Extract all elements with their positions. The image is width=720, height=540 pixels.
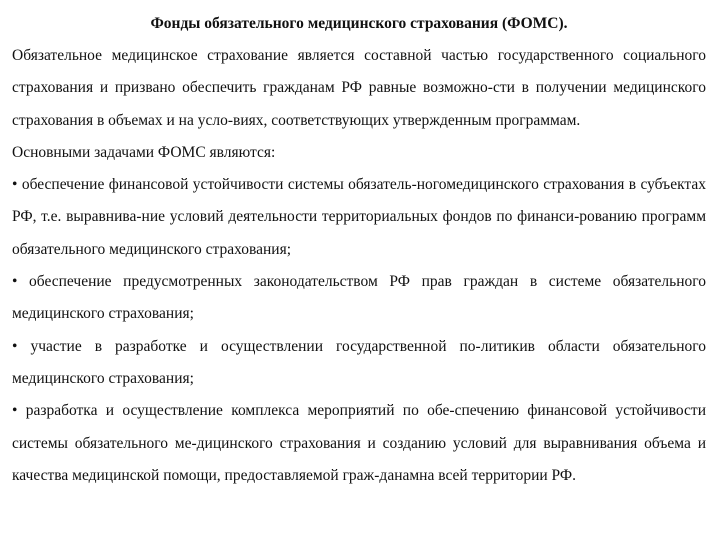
task-item-state-policy: • участие в разработке и осуществлении государственной по-литикив области обязательного медицинского страхования; [12, 337, 706, 387]
tasks-heading: Основными задачами ФОМС являются: [12, 143, 276, 161]
task-item-financial-stability: • обеспечение финансовой устойчивости системы обязатель-ногомедицинского страхования в субъектах РФ, т.е. выравнива-ние условий деятельности территориальных фондов по финанси-рованию программ обязательного медицинского страхования; [12, 176, 706, 258]
document-title: Фонды обязательного медицинского страхования (ФОМС). [150, 15, 568, 32]
document-page [12, 8, 706, 532]
intro-paragraph: Обязательное медицинское страхование является составной частью государственного социального страхования и призвано обеспечить гражданам РФ равные возможно-сти в получении медицинского страхования в объемах и на усло-виях, соответствующих утвержденным программам. [12, 47, 706, 129]
task-item-measures-complex: • разработка и осуществление комплекса мероприятий по обе-спечению финансовой устойчивости системы обязательного ме-дицинского страхования и созданию условий для выравнивания объема и качества медицинской помощи, предоставляемой граж-данамна всей территории РФ. [12, 402, 706, 484]
task-item-citizen-rights: • обеспечение предусмотренных законодательством РФ прав граждан в системе обязательного медицинского страхования; [12, 273, 706, 323]
